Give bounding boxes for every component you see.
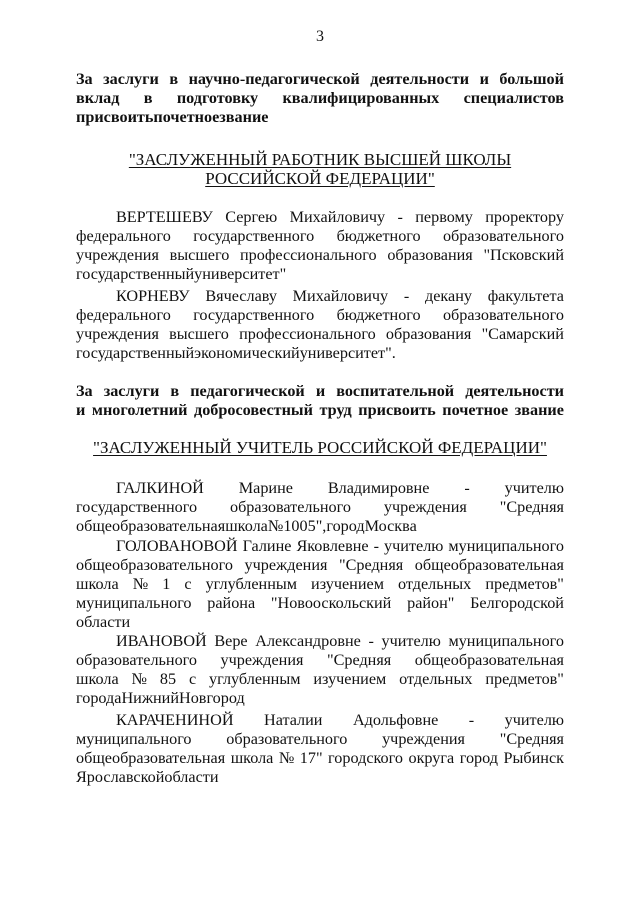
page-number: 3	[316, 28, 324, 45]
honorary-title	[76, 150, 564, 188]
text-line: и многолетний добросовестный труд присвоить почетное звание	[76, 401, 564, 419]
text-line: За заслуги в научно-педагогической деятельности и большой	[76, 70, 564, 88]
text-line: ГАЛКИНОЙ Марине Владимировне - учителю	[116, 479, 564, 497]
text-line: школа № 1 с углубленным изучением отдельных предметов"	[76, 575, 564, 593]
text-line: федерального государственного бюджетного образовательного	[76, 306, 564, 324]
text-line: государственного образовательного учреждения "Средняя	[76, 498, 564, 516]
text-line: школа № 85 с углубленным изучением отдельных предметов"	[76, 670, 564, 688]
award-entry	[76, 711, 564, 787]
text-line: учреждения высшего профессионального образования "Самарский	[76, 325, 564, 343]
text-line: общеобразовательная школа № 1005", город Москва	[76, 517, 417, 535]
award-entry	[76, 208, 564, 284]
text-line: КАРАЧЕНИНОЙ Наталии Адольфовне - учителю	[116, 711, 564, 729]
text-line: За заслуги в педагогической и воспитательной деятельности	[76, 382, 564, 400]
award-entry	[76, 287, 564, 363]
text-line: присвоить почетное звание	[76, 108, 269, 126]
title-line: РОССИЙСКОЙ ФЕДЕРАЦИИ"	[205, 169, 435, 188]
section-preamble	[76, 70, 564, 127]
title-line: "ЗАСЛУЖЕННЫЙ УЧИТЕЛЬ РОССИЙСКОЙ ФЕДЕРАЦИИ"	[93, 438, 547, 457]
text-line: государственный экономический университет".	[76, 344, 396, 362]
award-entry	[76, 537, 564, 632]
award-entry	[76, 479, 564, 536]
text-line: Ярославской области	[76, 768, 219, 786]
text-line: учреждения высшего профессионального образования "Псковский	[76, 246, 564, 264]
award-entry	[76, 632, 564, 708]
section-preamble	[76, 382, 564, 420]
honorary-title	[76, 438, 564, 457]
text-line: ГОЛОВАНОВОЙ Галине Яковлевне - учителю муниципального	[116, 537, 564, 555]
text-line: ВЕРТЕШЕВУ Сергею Михайловичу - первому проректору	[116, 208, 564, 226]
text-line: образовательного учреждения "Средняя общеобразовательная	[76, 651, 564, 669]
text-line: области	[76, 613, 131, 631]
text-line: муниципального образовательного учреждения "Средняя	[76, 730, 564, 748]
text-line: общеобразовательного учреждения "Средняя общеобразовательная	[76, 556, 564, 574]
text-line: города Нижний Новгород	[76, 689, 245, 707]
text-line: государственный университет"	[76, 265, 287, 283]
text-line: ИВАНОВОЙ Вере Александровне - учителю муниципального	[116, 632, 564, 650]
text-line: КОРНЕВУ Вячеславу Михайловичу - декану факультета	[116, 287, 564, 305]
text-line: вклад в подготовку квалифицированных специалистов	[76, 89, 564, 107]
title-line: "ЗАСЛУЖЕННЫЙ РАБОТНИК ВЫСШЕЙ ШКОЛЫ	[128, 150, 512, 169]
text-line: муниципального района "Новооскольский район" Белгородской	[76, 594, 564, 612]
text-line: общеобразовательная школа № 17" городского округа город Рыбинск	[76, 749, 564, 767]
text-line: федерального государственного бюджетного образовательного	[76, 227, 564, 245]
